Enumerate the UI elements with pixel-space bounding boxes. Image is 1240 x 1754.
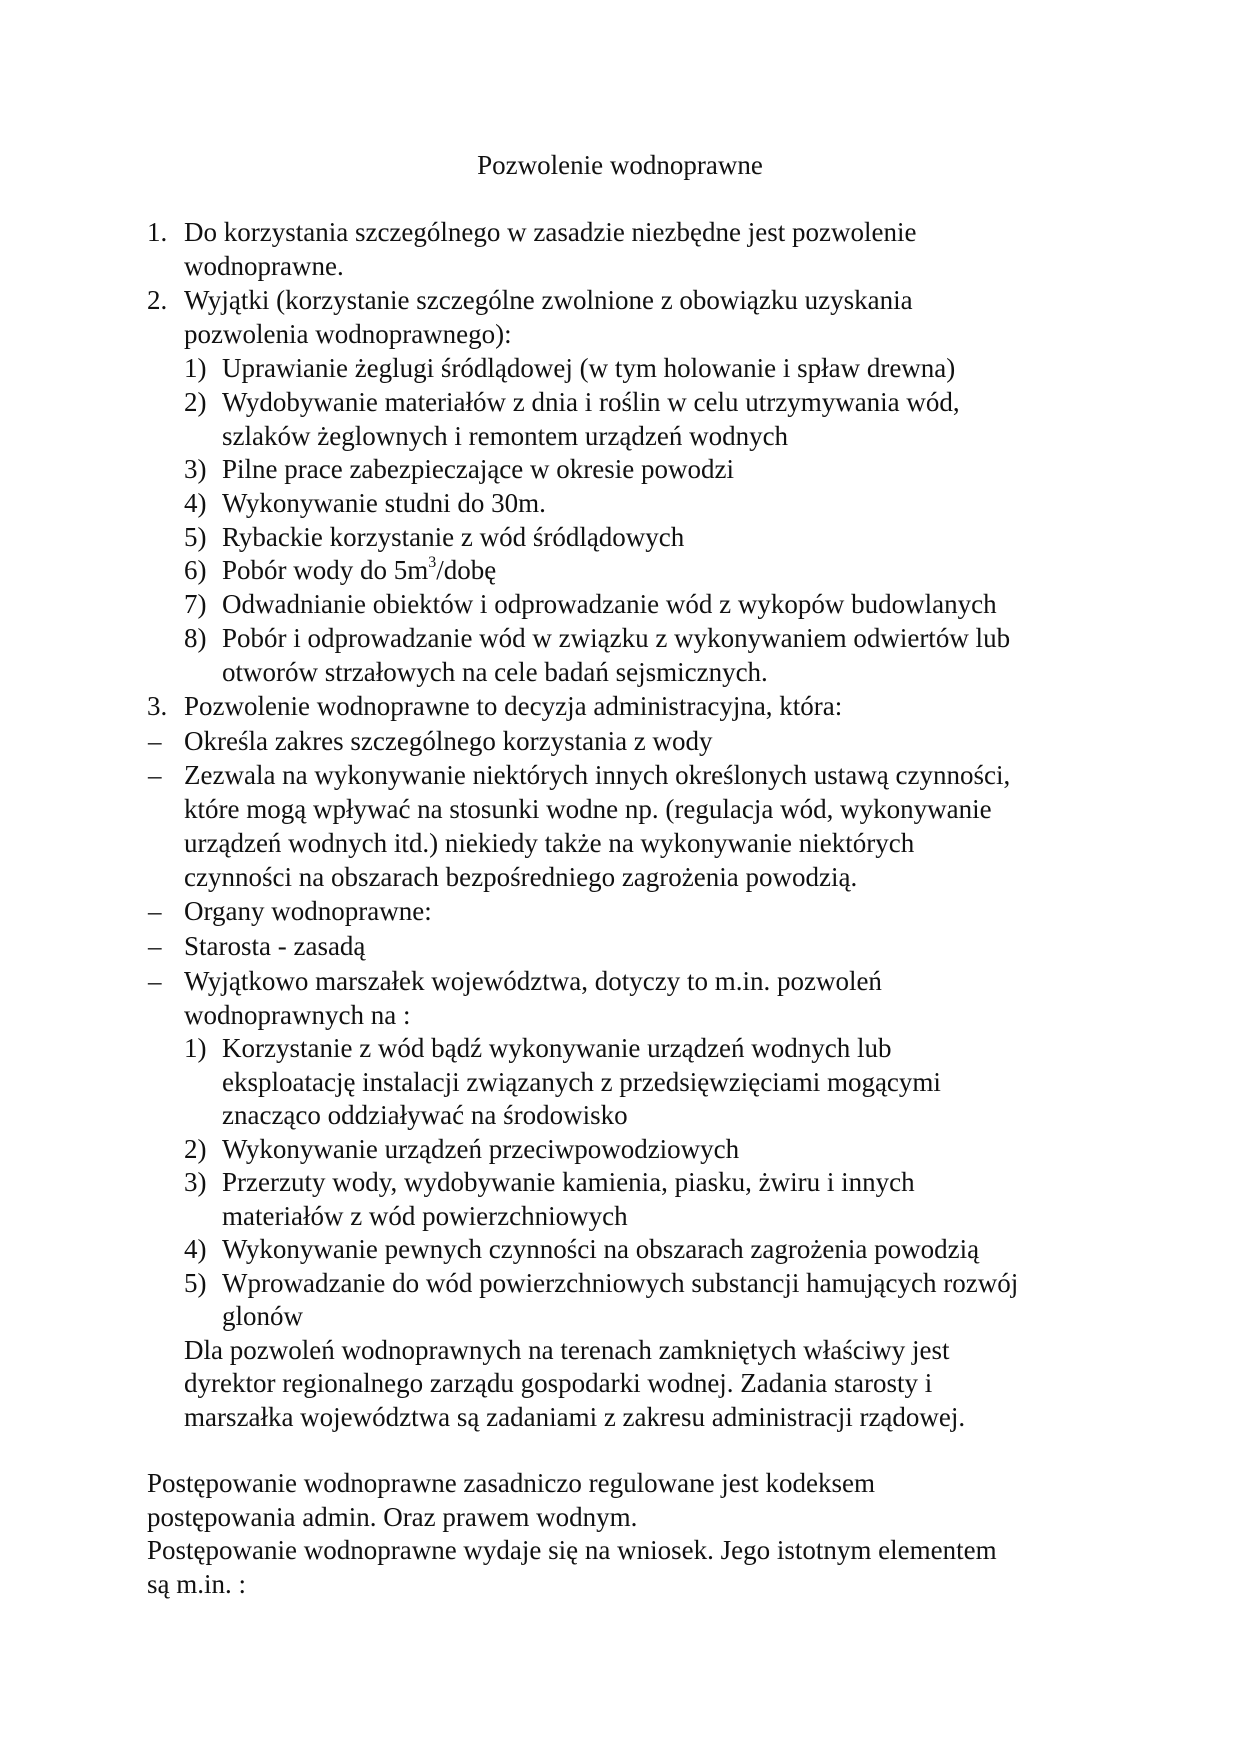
dash-text: Określa zakres szczególnego korzystania z wody [184,726,713,756]
sub-number: 2) [184,387,207,417]
paragraph-line: są m.in. : [147,1569,246,1599]
dash-marker: – [148,966,162,996]
sub-number: 4) [184,1234,207,1264]
dash-text: Starosta - zasadą [184,931,366,961]
paragraph-line: Postępowanie wodnoprawne zasadniczo regulowane jest kodeksem [147,1468,876,1498]
dash-text: urządzeń wodnych itd.) niekiedy także na wykonywanie niektórych [184,828,915,858]
note-line: marszałka województwa są zadaniami z zakresu administracji rządowej. [184,1402,966,1432]
document-title: Pozwolenie wodnoprawne [477,150,763,180]
sub-text: Wydobywanie materiałów z dnia i roślin w celu utrzymywania wód, [222,387,960,417]
list-text: wodnoprawne. [184,251,344,281]
sub-number: 4) [184,488,207,518]
sub-number: 1) [184,353,207,383]
sub-text: Pobór i odprowadzanie wód w związku z wykonywaniem odwiertów lub [222,623,1011,653]
list-text: Pozwolenie wodnoprawne to decyzja administracyjna, która: [184,691,843,721]
sub-text: otworów strzałowych na cele badań sejsmicznych. [222,657,768,687]
dash-text: które mogą wpływać na stosunki wodne np. (regulacja wód, wykonywanie [184,794,992,824]
sub-number: 8) [184,623,207,653]
sub-number: 7) [184,589,207,619]
dash-marker: – [148,726,162,756]
sub-number: 3) [184,454,207,484]
sub-text: glonów [222,1301,303,1331]
sub-text: Odwadnianie obiektów i odprowadzanie wód z wykopów budowlanych [222,589,997,619]
sub-number: 6) [184,555,207,585]
sub-text-main: Pobór wody do 5m [222,555,429,585]
paragraph-line: postępowania admin. Oraz prawem wodnym. [147,1502,638,1532]
superscript: 3 [428,554,437,571]
dash-text: wodnoprawnych na : [184,1000,411,1030]
list-text: Wyjątki (korzystanie szczególne zwolnione z obowiązku uzyskania [184,285,913,315]
sub-text: Wykonywanie urządzeń przeciwpowodziowych [222,1134,740,1164]
sub-number: 5) [184,522,207,552]
sub-text: znacząco oddziaływać na środowisko [222,1100,628,1130]
note-line: Dla pozwoleń wodnoprawnych na terenach zamkniętych właściwy jest [184,1335,950,1365]
list-number: 2. [147,285,168,315]
dash-text: czynności na obszarach bezpośredniego zagrożenia powodzią. [184,862,858,892]
sub-text: szlaków żeglownych i remontem urządzeń wodnych [222,421,789,451]
dash-marker: – [148,896,162,926]
sub-text: Wykonywanie studni do 30m. [222,488,546,518]
sub-text: Pilne prace zabezpieczające w okresie powodzi [222,454,734,484]
dash-text: Wyjątkowo marszałek województwa, dotyczy to m.in. pozwoleń [184,966,882,996]
list-number: 3. [147,691,168,721]
sub-number: 3) [184,1167,207,1197]
sub-number: 1) [184,1033,207,1063]
sub-text-after: /dobę [436,555,497,585]
sub-text: Przerzuty wody, wydobywanie kamienia, piasku, żwiru i innych [222,1167,915,1197]
list-text: pozwolenia wodnoprawnego): [184,319,512,349]
dash-text: Zezwala na wykonywanie niektórych innych określonych ustawą czynności, [184,760,1011,790]
paragraph-line: Postępowanie wodnoprawne wydaje się na wniosek. Jego istotnym elementem [147,1535,997,1565]
sub-text: Wprowadzanie do wód powierzchniowych substancji hamujących rozwój [222,1268,1019,1298]
sub-text: materiałów z wód powierzchniowych [222,1201,628,1231]
sub-text: Uprawianie żeglugi śródlądowej (w tym holowanie i spław drewna) [222,353,956,383]
list-text: Do korzystania szczególnego w zasadzie niezbędne jest pozwolenie [184,217,917,247]
note-line: dyrektor regionalnego zarządu gospodarki wodnej. Zadania starosty i [184,1368,933,1398]
sub-text: Rybackie korzystanie z wód śródlądowych [222,522,685,552]
sub-text: Wykonywanie pewnych czynności na obszarach zagrożenia powodzią [222,1234,980,1264]
dash-text: Organy wodnoprawne: [184,896,432,926]
sub-number: 5) [184,1268,207,1298]
sub-text: Korzystanie z wód bądź wykonywanie urządzeń wodnych lub [222,1033,892,1063]
dash-marker: – [148,760,162,790]
list-number: 1. [147,217,168,247]
sub-number: 2) [184,1134,207,1164]
sub-text: eksploatację instalacji związanych z przedsięwzięciami mogącymi [222,1067,941,1097]
dash-marker: – [148,931,162,961]
sub-text [222,553,496,587]
